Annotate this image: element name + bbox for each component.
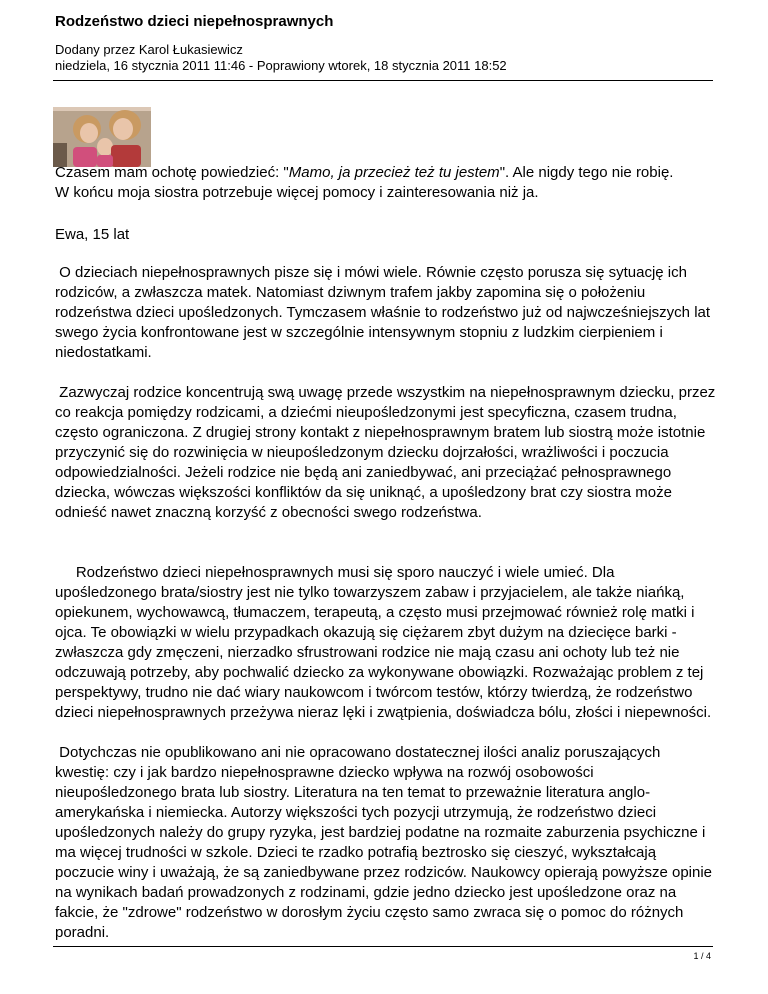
children-photo-image	[53, 107, 151, 167]
article-body	[55, 163, 720, 943]
quote-line-2: W końcu moja siostra potrzebuje więcej pomocy i zainteresowania niż ja.	[55, 184, 539, 201]
paragraph: Zazwyczaj rodzice koncentrują swą uwagę przede wszystkim na niepełnosprawnym dziecku, przez co reakcja pomiędzy rodzicami, a dziećmi nieupośledzonymi jest specyficzna, czasem trudna, często ograniczona. Z drugiej strony kontakt z niepełnosprawnym bratem lub siostrą może istotnie przyczynić się do rozwinięcia w nieupośledzonym dziecku dojrzałości, wrażliwości i poczucia odpowiedzialności. Jeżeli rodzice nie będą ani zaniedbywać, ani przeciążać pełnosprawnego dziecka, wówczas większości konfliktów da się uniknąć, a upośledzony brat czy siostra może odnieść nawet znaczną korzyść z obecności swego rodzeństwa.	[55, 384, 720, 521]
quote-signature: Ewa, 15 lat	[55, 226, 130, 243]
quote-after: ". Ale nigdy tego nie robię.	[499, 164, 674, 181]
article-title: Rodzeństwo dzieci niepełnosprawnych	[55, 13, 334, 30]
paragraph: Rodzeństwo dzieci niepełnosprawnych musi się sporo nauczyć i wiele umieć. Dla upośledzonego brata/siostry jest nie tylko towarzyszem zabaw i przyjacielem, ale także niańką, opiekunem, wychowawcą, tłumaczem, terapeutą, a często musi przejmować również rolę matki i ojca. Te obowiązki w wielu przypadkach okazują się ciężarem zbyt dużym na dziecięce barki - zwłaszcza gdy zmęczeni, nierzadko sfrustrowani rodzice nie mają czasu ani ochoty lub też nie odczuwają potrzeby, aby pochwalić dziecko za wykonywane obowiązki. Rozważając problem z tej perspektywy, trudno nie dać wiary naukowcom i twórcom testów, którzy twierdzą, że rodzeństwo dzieci niepełnosprawnych przeżywa nieraz lęki i zwątpienia, doświadcza bólu, złości i niepewności.	[55, 564, 712, 721]
quote-before: Czasem mam ochotę powiedzieć: "	[55, 164, 289, 181]
article-photo	[53, 107, 151, 167]
header-divider	[53, 80, 713, 81]
author-line: Dodany przez Karol Łukasiewicz	[55, 42, 243, 57]
date-line: niedziela, 16 stycznia 2011 11:46 - Poprawiony wtorek, 18 stycznia 2011 18:52	[55, 58, 507, 73]
article-meta	[55, 42, 507, 74]
paragraph: Dotychczas nie opublikowano ani nie opracowano dostatecznej ilości analiz poruszających kwestię: czy i jak bardzo niepełnosprawne dziecko wpływa na rozwój osobowości nieupośledzonego brata lub siostry. Literatura na ten temat to przeważnie literatura anglo-amerykańska i niemiecka. Autorzy większości tych pozycji utrzymują, że rodzeństwo dzieci upośledzonych należy do grupy ryzyka, jest bardziej podatne na rozmaite zaburzenia psychiczne i ma więcej trudności w szkole. Dzieci te rzadko potrafią beztrosko się cieszyć, wykształcają poczucie winy i uważają, że są zaniedbywane przez rodziców. Naukowcy opierają powyższe opinie na wynikach badań prowadzonych z rodzinami, gdzie jedno dziecko jest upośledzone oraz na fakcie, że "zdrowe" rodzeństwo w dorosłym życiu często samo zwraca się o pomoc do różnych poradni.	[55, 744, 717, 941]
footer-divider	[53, 946, 713, 947]
quote-italic: Mamo, ja przecież też tu jestem	[288, 164, 500, 181]
opening-quote	[55, 163, 717, 203]
paragraph: O dzieciach niepełnosprawnych pisze się i mówi wiele. Równie często porusza się sytuację ich rodziców, a zwłaszcza matek. Natomiast dziwnym trafem jakby zapomina się o położeniu rodzeństwa dzieci upośledzonych. Tymczasem właśnie to rodzeństwo już od najwcześniejszych lat swego życia konfrontowane jest w szczególnie intensywnym stopniu z ludzkim cierpieniem i niedostatkami.	[55, 264, 715, 361]
page-number: 1 / 4	[693, 951, 711, 961]
